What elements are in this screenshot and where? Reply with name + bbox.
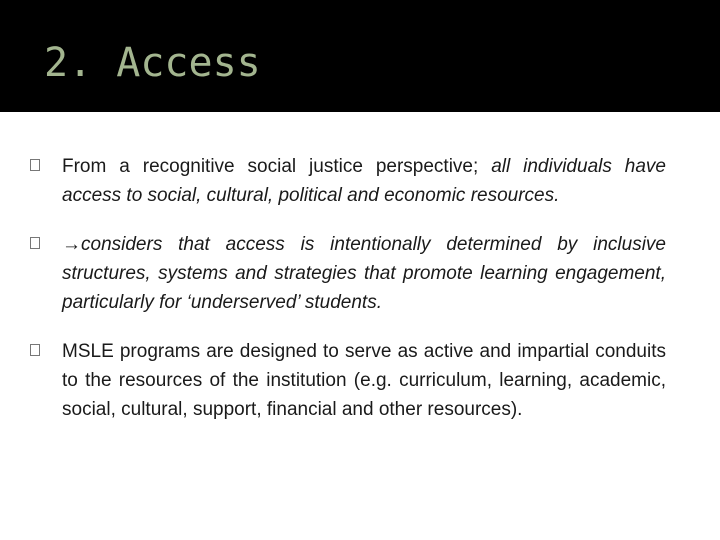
bullet-item-3: [30, 337, 666, 424]
title-bar: [0, 0, 720, 112]
bullet-text-1: [62, 152, 666, 210]
bullet-3-plain: MSLE programs are designed to serve as active and impartial conduits to the resources of the institution (e.g. curriculum, learning, academic, social, cultural, support, financial and other resources).: [62, 341, 666, 420]
bullet-box-icon: [30, 337, 62, 366]
bullet-text-3: [62, 337, 666, 424]
bullet-1-italic: all individuals have access to social, cultural, political and economic resources.: [62, 156, 666, 206]
bullet-item-2: [30, 230, 666, 317]
bullet-item-1: [30, 152, 666, 210]
bullet-1-plain: From a recognitive social justice perspective;: [62, 156, 492, 177]
arrow-right-icon: →: [62, 234, 81, 255]
bullet-text-2: [62, 230, 666, 317]
slide-title: 2. Access: [44, 40, 261, 86]
bullet-2-italic: considers that access is intentionally determined by inclusive structures, systems and strategies that promote learning engagement, particularly for ‘underserved’ students.: [62, 234, 666, 313]
bullet-box-icon: [30, 152, 62, 181]
bullet-box-icon: [30, 230, 62, 259]
slide-content: [30, 152, 666, 444]
